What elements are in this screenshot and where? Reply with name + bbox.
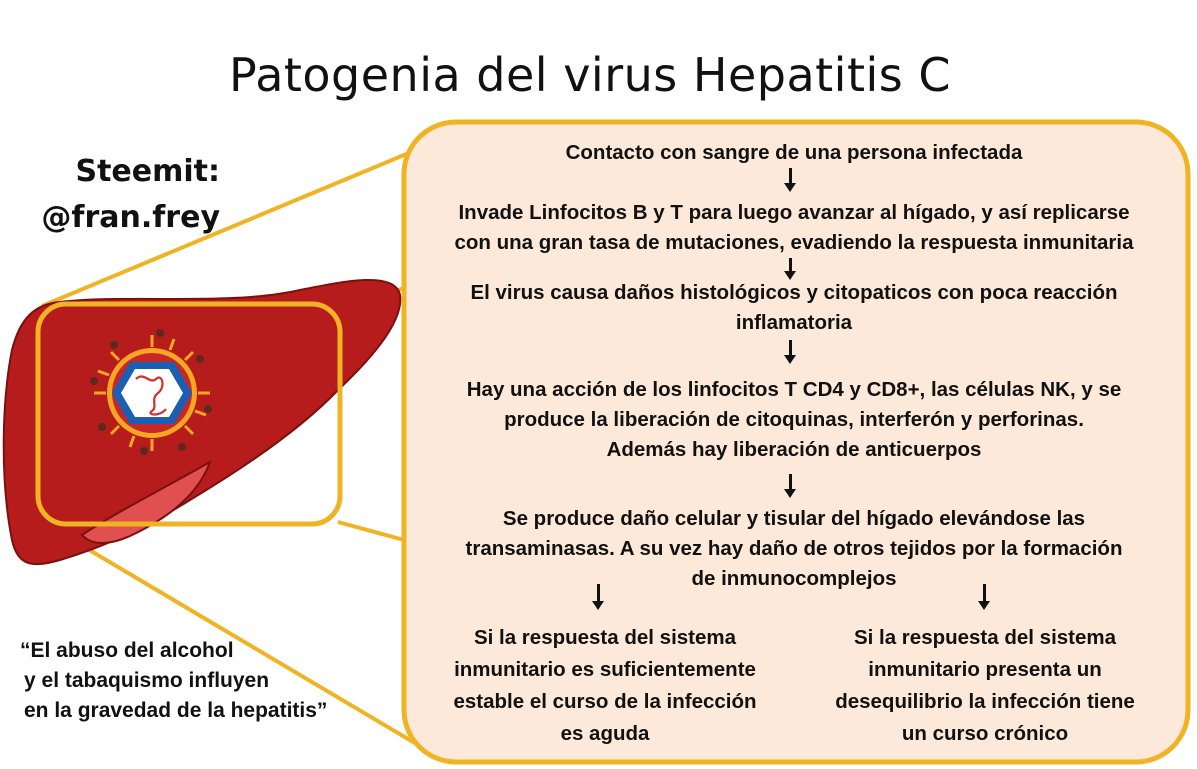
arrow-down-icon [789,340,792,356]
outcome-chronic: Si la respuesta del sistema inmunitario presenta un desequilibrio la infección tiene un curso crónico [835,626,1135,745]
step-contact: Contacto con sangre de una persona infectada [565,141,1023,164]
quote-line: en la gravedad de la hepatitis” [24,699,328,722]
outcome-acute: Si la respuesta del sistema inmunitario es suficientemente estable el curso de la infección es aguda [453,626,757,745]
quote-line: “El abuso del alcohol [20,639,234,662]
arrow-down-icon [597,584,600,602]
step-invasion: Invade Linfocitos B y T para luego avanzar al hígado, y así replicarse con una gran tasa de mutaciones, evadiendo la respuesta inmunitaria [454,201,1134,254]
arrow-down-icon [789,258,792,272]
arrow-down-icon [789,168,792,184]
zoom-line-bottom-right [338,522,404,540]
diagram-title: Patogenia del virus Hepatitis C [229,48,951,102]
arrow-down-icon [789,474,792,490]
step-cellular-damage: Se produce daño celular y tisular del hígado elevándose las transaminasas. A su vez hay daño de otros tejidos por la formación de inmunocomplejos [465,507,1123,590]
credit-handle: @fran.frey [41,200,220,235]
quote-line: y el tabaquismo influyen [24,669,270,692]
credit-label: Steemit: [75,154,220,189]
step-immune-action: Hay una acción de los linfocitos T CD4 y CD8+, las células NK, y se produce la liberación de citoquinas, interferón y perforinas. Además hay liberación de anticuerpos [466,378,1122,461]
step-damage: El virus causa daños histológicos y citopaticos con poca reacción inflamatoria [470,281,1118,334]
arrow-down-icon [983,584,986,602]
